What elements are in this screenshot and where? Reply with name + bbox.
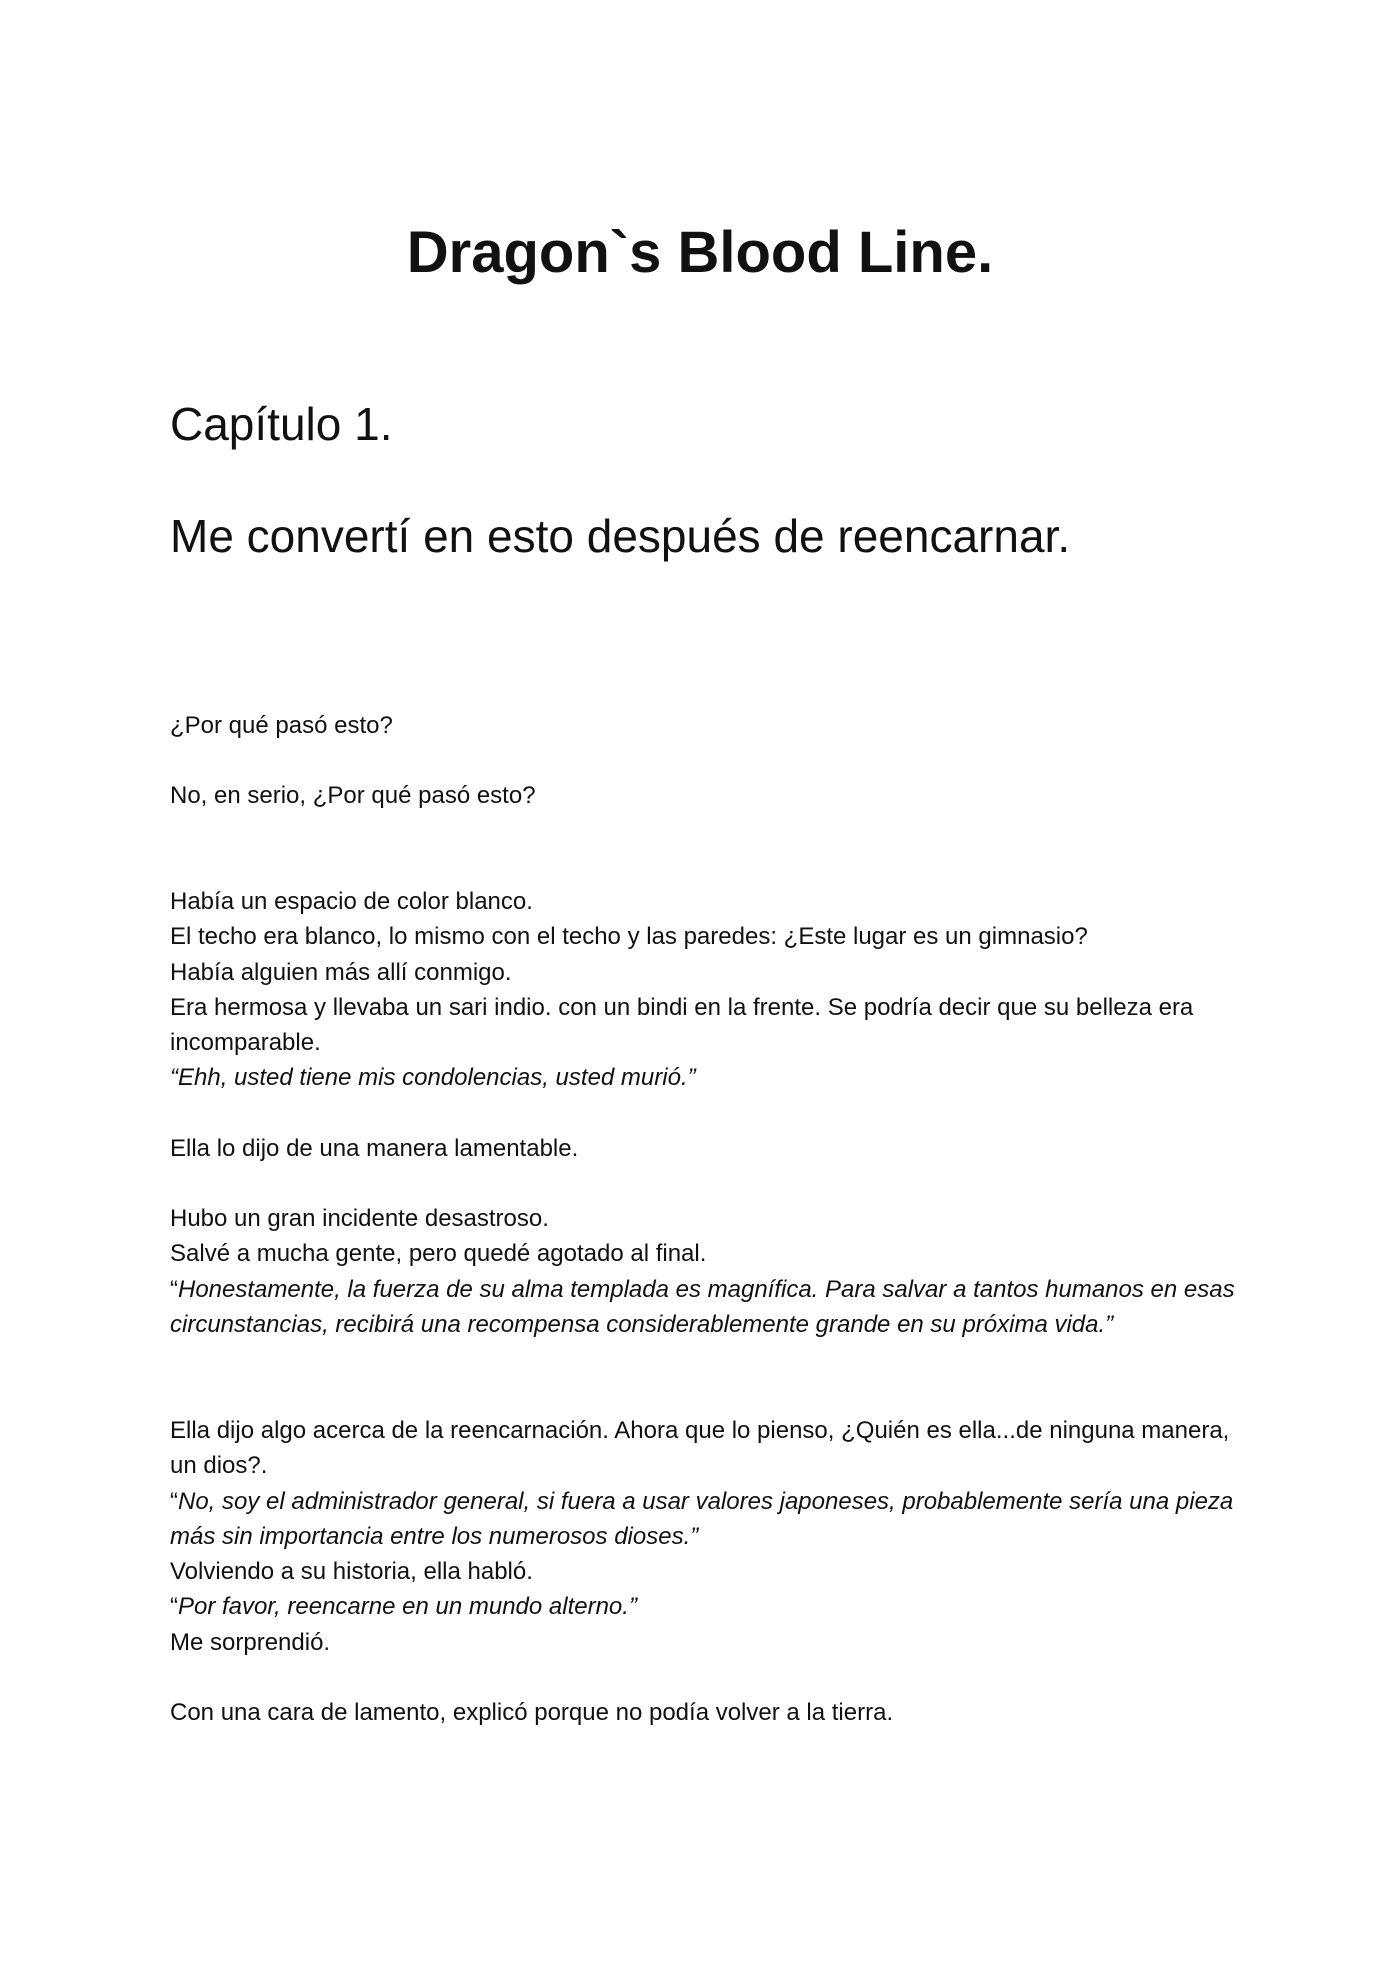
paragraph-line: Hubo un gran incidente desastroso. [170, 1205, 549, 1232]
paragraph [170, 1413, 1250, 1660]
paragraph-line: El techo era blanco, lo mismo con el techo y las paredes: ¿Este lugar es un gimnasio? [170, 923, 1088, 951]
paragraph [170, 884, 1250, 1096]
paragraph-line: Era hermosa y llevaba un sari indio. con un bindi en la frente. Se podría decir que su belleza era incomparable. [170, 993, 1194, 1057]
paragraph-line: Volviendo a su historia, ella habló. [170, 1558, 533, 1586]
paragraph-text: Ella lo dijo de una manera lamentable. [170, 1135, 579, 1162]
paragraph-line: Había un espacio de color blanco. [170, 888, 533, 915]
paragraph [170, 778, 1250, 813]
quote-text: Por favor, reencarne en un mundo alterno.” [178, 1593, 637, 1621]
paragraph-line: Ella dijo algo acerca de la reencarnación. Ahora que lo pienso, ¿Quién es ella...de ninguna manera, un dios?. [170, 1417, 1230, 1480]
paragraph-line: Había alguien más allí conmigo. [170, 958, 512, 986]
quote-mark: “ [170, 1593, 178, 1621]
dialogue-quote [170, 1272, 1250, 1343]
paragraph [170, 1201, 1250, 1342]
dialogue-quote: “Ehh, usted tiene mis condolencias, usted murió.” [170, 1064, 696, 1092]
quote-text: No, soy el administrador general, si fuera a usar valores japoneses, probablemente sería una pieza más sin importancia entre los numerosos dioses.” [170, 1487, 1234, 1550]
paragraph [170, 708, 1250, 743]
quote-mark: “ [170, 1487, 178, 1515]
dialogue-quote [170, 1484, 1250, 1555]
paragraph-line: Me sorprendió. [170, 1628, 331, 1656]
chapter-heading: Capítulo 1. [170, 398, 393, 450]
paragraph-text: No, en serio, ¿Por qué pasó esto? [170, 782, 536, 809]
quote-text: Honestamente, la fuerza de su alma templada es magnífica. Para salvar a tantos humanos en esas circunstancias, recibirá una recompensa considerablemente grande en su próxima vida.” [170, 1275, 1235, 1338]
document-title: Dragon`s Blood Line. [406, 220, 994, 285]
quote-mark: “ [170, 1275, 178, 1303]
paragraph-text: ¿Por qué pasó esto? [170, 712, 393, 739]
paragraph [170, 1695, 1250, 1730]
paragraph [170, 1131, 1250, 1166]
chapter-subtitle: Me convertí en esto después de reencarnar. [170, 510, 1071, 562]
paragraph-text: Con una cara de lamento, explicó porque no podía volver a la tierra. [170, 1699, 894, 1726]
paragraph-line: Salvé a mucha gente, pero quedé agotado al final. [170, 1240, 707, 1268]
dialogue-quote [170, 1589, 1250, 1624]
